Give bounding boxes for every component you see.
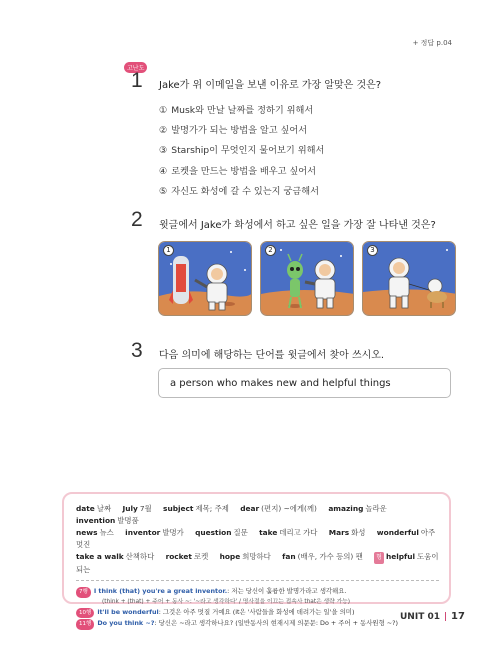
vocab-meaning: (배우, 가수 등의) 팬: [297, 552, 363, 561]
picture-choice-3[interactable]: [362, 241, 456, 316]
footer-divider: [445, 612, 446, 621]
vocab-word: amazing: [328, 504, 364, 513]
picture-choice-1[interactable]: [158, 241, 252, 316]
option-mark: ③: [159, 145, 168, 157]
vocab-meaning: 놀라운: [365, 504, 387, 513]
vocab-word: subject: [163, 504, 194, 513]
vocab-word: July: [122, 504, 138, 513]
vocab-word: inventor: [125, 528, 161, 537]
option-3[interactable]: [159, 141, 324, 161]
note-sentence: I think (that) you're a great inventor.: [93, 587, 228, 595]
option-5[interactable]: [159, 182, 324, 202]
question-2-number: 2: [131, 208, 143, 231]
page-footer: [400, 611, 465, 622]
option-text: 자신도 화성에 갈 수 있는지 궁금해서: [171, 185, 319, 197]
vocab-word: invention: [76, 516, 116, 525]
question-1-options: [159, 101, 324, 202]
vocab-meaning: 질문: [233, 528, 248, 537]
vocab-meaning: 도움이 되는: [76, 552, 439, 574]
part-of-speech-tag: 형: [374, 552, 384, 564]
page-number: 17: [451, 611, 465, 622]
vocab-word: take a walk: [76, 552, 124, 561]
vocab-row-2: [76, 527, 439, 551]
option-1[interactable]: [159, 101, 324, 121]
vocab-word: wonderful: [376, 528, 419, 537]
grammar-note-3: [76, 618, 439, 630]
vocab-meaning: 뉴스: [99, 528, 114, 537]
vocab-meaning: 아주 멋진: [76, 528, 436, 549]
option-text: 발명가가 되는 방법을 알고 싶어서: [171, 125, 308, 137]
note-explanation: : 당신은 ~라고 생각하나요? (일반동사의 현재시제 의문문: Do + 주어 + 동사원형 ~?): [154, 619, 399, 627]
vocab-word: Mars: [328, 528, 350, 537]
question-3-number: 3: [131, 339, 143, 362]
note-explanation: : 저는 당신이 훌륭한 발명가라고 생각해요.: [227, 587, 347, 595]
question-1-number: 1: [131, 69, 143, 92]
choice-number: 1: [163, 245, 174, 256]
vocab-meaning: 제목; 주제: [195, 504, 229, 513]
option-mark: ②: [159, 125, 168, 137]
definition-text: a person who makes new and helpful things: [170, 377, 391, 389]
question-1-text: Jake가 위 이메일을 보낸 이유로 가장 알맞은 것은?: [159, 80, 382, 91]
line-tag: 11행: [76, 619, 94, 630]
line-tag: 10행: [76, 608, 94, 619]
note-sentence: Do you think ~?: [97, 619, 155, 627]
choice-number: 3: [367, 245, 378, 256]
line-tag: 7행: [76, 587, 91, 598]
option-text: 로켓을 만드는 방법을 배우고 싶어서: [171, 165, 317, 177]
vocab-row-1: [76, 503, 439, 527]
vocab-meaning: 희망하다: [242, 552, 271, 561]
vocab-word: rocket: [165, 552, 192, 561]
difficulty-badge: 고난도: [124, 62, 147, 73]
vocab-meaning: 데리고 가다: [279, 528, 318, 537]
note-sentence: it'll be wonderful: [97, 607, 159, 616]
vocab-word: hope: [219, 552, 241, 561]
vocab-meaning: 발명품: [117, 516, 139, 525]
vocab-meaning: 날짜: [96, 504, 112, 513]
answer-reference: + 정답 p.04: [412, 39, 452, 47]
question-3-text: 다음 의미에 해당하는 단어를 윗글에서 찾아 쓰시오.: [159, 350, 385, 361]
option-4[interactable]: [159, 162, 324, 182]
vocab-word: question: [195, 528, 232, 537]
vocab-divider: [76, 580, 439, 581]
option-mark: ④: [159, 165, 168, 177]
note-explanation: : 그것은 아주 멋질 거예요 (it은 '사람들을 화성에 데려가는 일'을 의미): [158, 607, 355, 616]
vocab-meaning: 화성: [351, 528, 366, 537]
vocab-meaning: 로켓: [193, 552, 209, 561]
unit-label: UNIT 01: [400, 611, 440, 622]
choice-number: 2: [265, 245, 276, 256]
vocab-meaning: 7월: [139, 504, 152, 513]
vocab-word: news: [76, 528, 98, 537]
option-2[interactable]: [159, 121, 324, 141]
grammar-note-2: [76, 607, 439, 619]
vocab-row-3: [76, 551, 439, 576]
question-2-text: 윗글에서 Jake가 화성에서 하고 싶은 일을 가장 잘 나타낸 것은?: [159, 220, 436, 231]
question-2-picture-choices: [158, 241, 456, 316]
vocab-word: dear: [240, 504, 260, 513]
option-text: Starship이 무엇인지 물어보기 위해서: [171, 145, 325, 157]
grammar-note-1-detail: (think + (that) + 주어 + 동사 ~: '~라고 생각하다' / 명사절을 이끄는 접속사 that은 생략 가능): [102, 598, 351, 605]
picture-choice-2[interactable]: [260, 241, 354, 316]
vocab-meaning: 산책하다: [125, 552, 155, 561]
vocab-meaning: (편지) ~에게(께): [261, 504, 317, 513]
vocab-meaning: 발명가: [162, 528, 184, 537]
option-text: Musk와 만날 날짜를 정하기 위해서: [171, 105, 314, 116]
vocab-word: fan: [282, 552, 296, 561]
option-mark: ①: [159, 105, 168, 116]
vocab-word: date: [76, 504, 95, 513]
definition-box: [158, 368, 451, 398]
grammar-note-1: [76, 586, 439, 598]
vocab-word: take: [259, 528, 278, 537]
option-mark: ⑤: [159, 185, 168, 197]
vocab-word: helpful: [385, 552, 416, 561]
